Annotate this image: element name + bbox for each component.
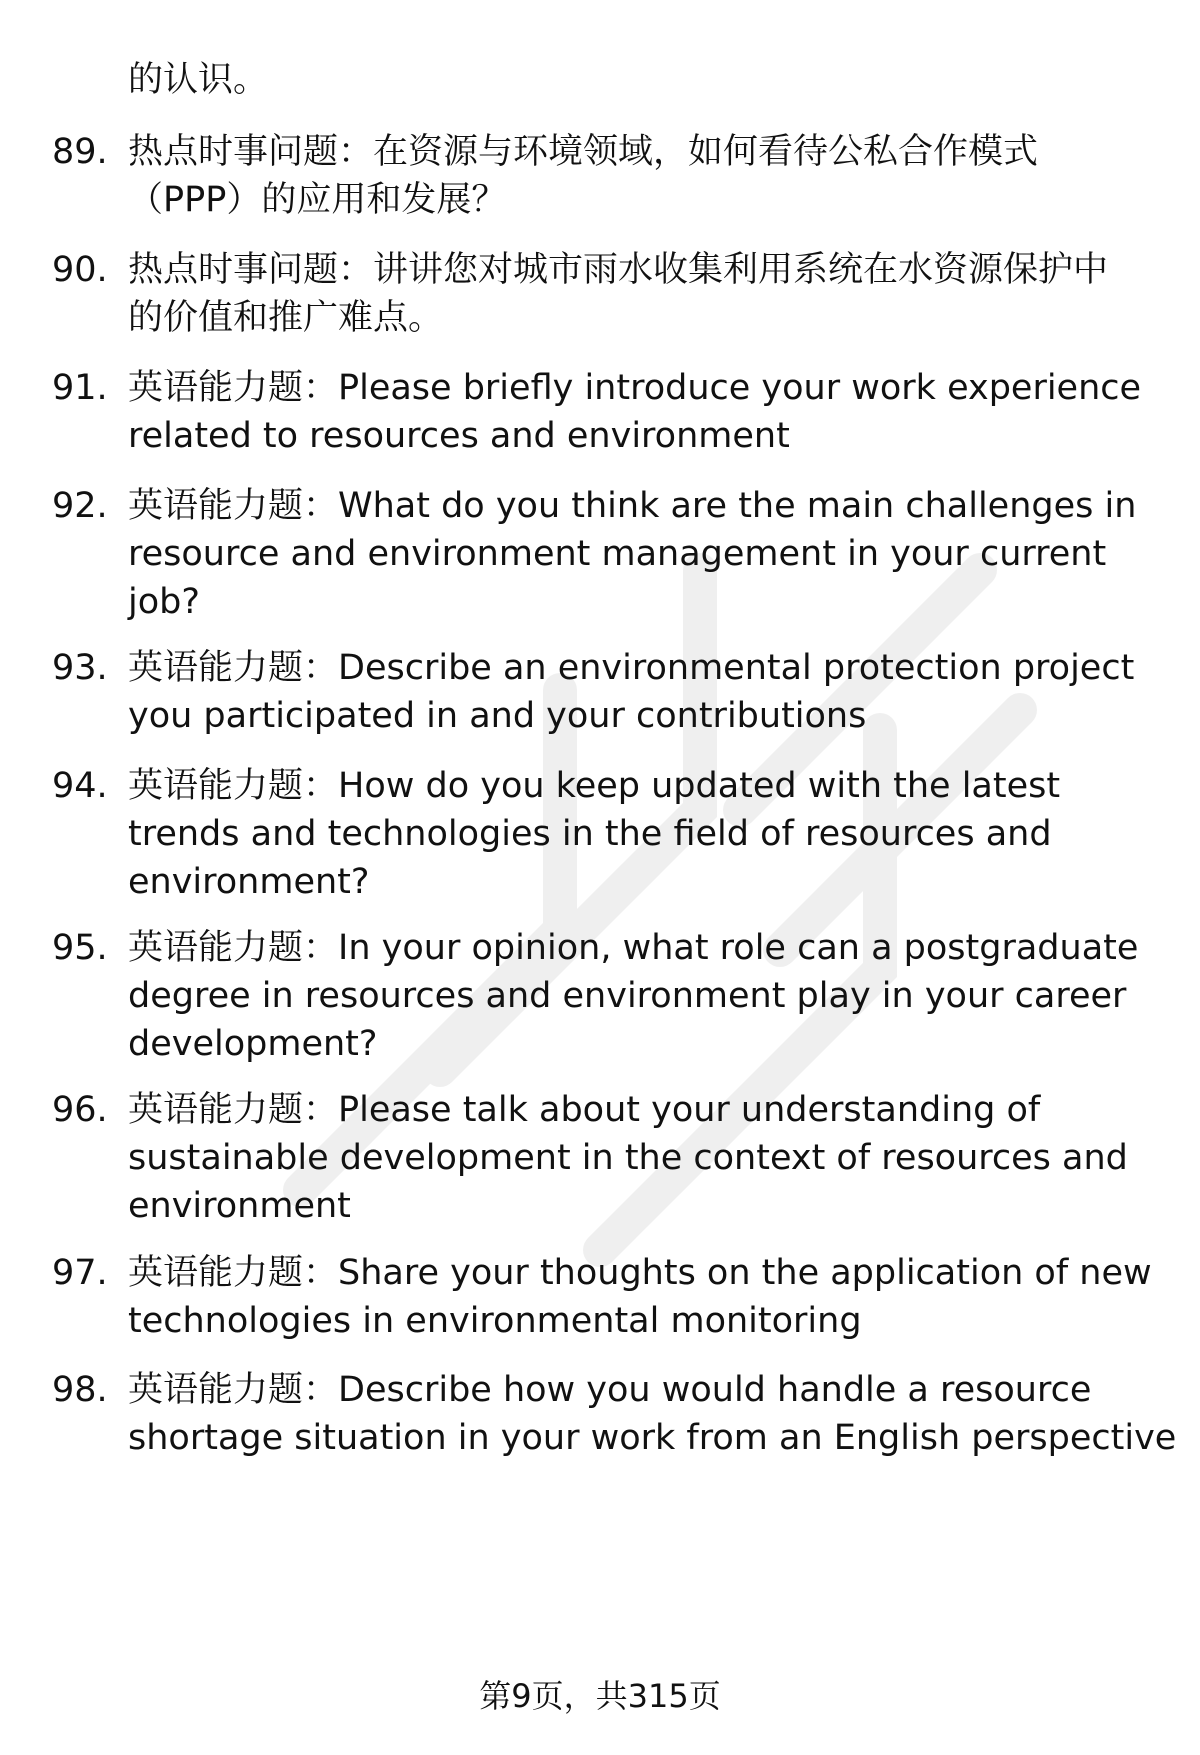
question-line: 的价值和推广难点。 <box>128 298 444 338</box>
question-number: 93. <box>52 648 108 688</box>
question-text <box>128 1086 1200 1230</box>
question-line: 英语能力题：Describe how you would handle a resource <box>128 1370 1092 1410</box>
question-line: 英语能力题：Please briefly introduce your work experience <box>128 368 1142 408</box>
question-line: shortage situation in your work from an English perspective <box>128 1418 1177 1458</box>
page-footer: 第9页，共315页 <box>479 1677 721 1715</box>
continuation-line: 的认识。 <box>128 60 269 100</box>
question-line: 英语能力题：Describe an environmental protection project <box>128 648 1135 688</box>
question-text <box>128 128 1200 224</box>
question-number: 94. <box>52 766 108 806</box>
question-line: degree in resources and environment play in your career <box>128 976 1127 1016</box>
question-number: 90. <box>52 250 108 290</box>
question-line: environment? <box>128 862 370 902</box>
question-line: job? <box>128 582 200 622</box>
question-line: （PPP）的应用和发展？ <box>128 180 507 220</box>
question-number: 92. <box>52 486 108 526</box>
question-line: 英语能力题：How do you keep updated with the latest <box>128 766 1061 806</box>
question-text <box>128 482 1200 626</box>
question-line: 热点时事问题：在资源与环境领域，如何看待公私合作模式 <box>128 132 1039 172</box>
question-line: development? <box>128 1024 378 1064</box>
question-line: related to resources and environment <box>128 416 790 456</box>
question-number: 89. <box>52 132 108 172</box>
question-text <box>128 364 1200 460</box>
question-line: technologies in environmental monitoring <box>128 1301 862 1341</box>
question-number: 91. <box>52 368 108 408</box>
question-number: 98. <box>52 1370 108 1410</box>
question-text <box>128 762 1200 906</box>
question-line: trends and technologies in the field of resources and <box>128 814 1052 854</box>
question-line: 英语能力题：What do you think are the main challenges in <box>128 486 1137 526</box>
question-line: resource and environment management in your current <box>128 534 1107 574</box>
question-line: 英语能力题：Please talk about your understanding of <box>128 1090 1041 1130</box>
question-text <box>128 644 1200 740</box>
question-text <box>128 924 1200 1068</box>
question-text <box>128 246 1200 342</box>
question-number: 97. <box>52 1253 108 1293</box>
question-line: 英语能力题：In your opinion, what role can a postgraduate <box>128 928 1139 968</box>
question-text <box>128 1249 1200 1345</box>
question-line: sustainable development in the context of resources and <box>128 1138 1128 1178</box>
question-line: you participated in and your contributions <box>128 696 867 736</box>
question-text <box>128 1366 1200 1462</box>
question-number: 95. <box>52 928 108 968</box>
question-line: 热点时事问题：讲讲您对城市雨水收集利用系统在水资源保护中 <box>128 250 1109 290</box>
question-line: 英语能力题：Share your thoughts on the application of new <box>128 1253 1152 1293</box>
question-number: 96. <box>52 1090 108 1130</box>
question-line: environment <box>128 1186 351 1226</box>
